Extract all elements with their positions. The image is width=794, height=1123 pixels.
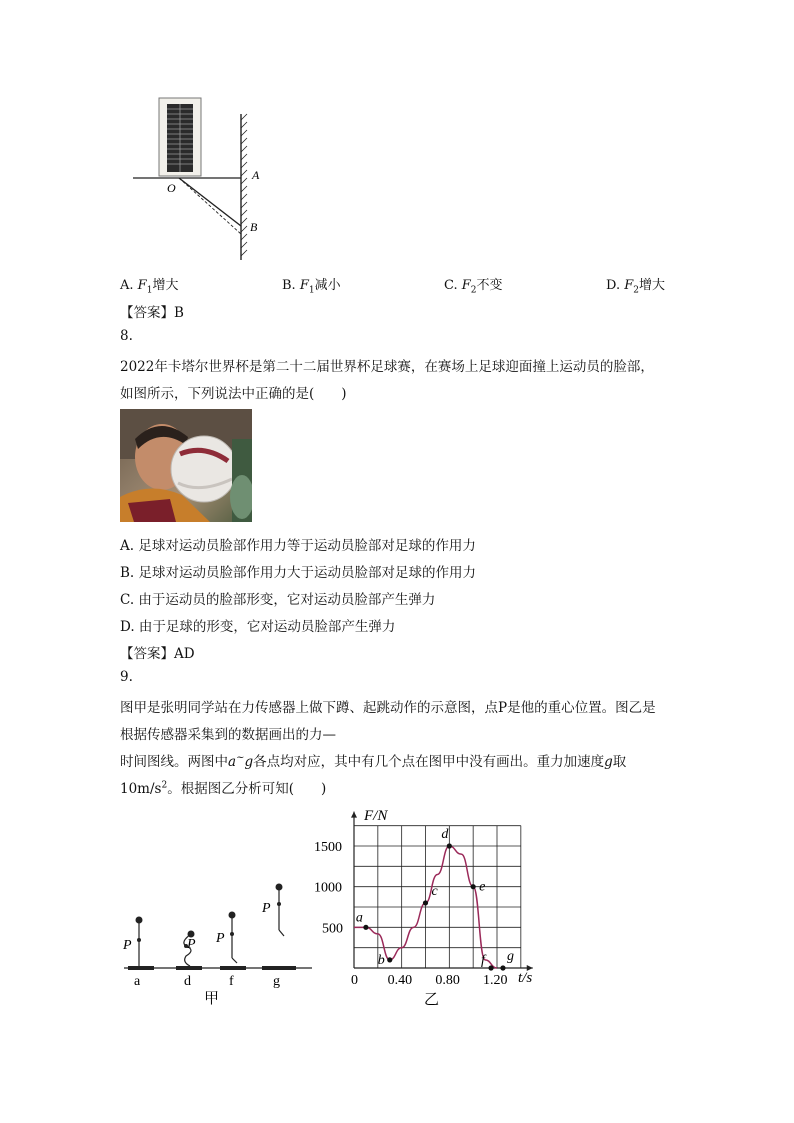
- q9-stem-line3: 时间图线。两图中a~g各点均对应，其中有几个点在图甲中没有画出。重力加速度g取: [120, 752, 627, 770]
- chart-points: [356, 827, 514, 971]
- q7-option-b[interactable]: B. $F_1$减小: [282, 278, 341, 296]
- q7-option-d[interactable]: D. $F_2$增大: [606, 278, 666, 296]
- p-label-a: P: [123, 938, 132, 953]
- q8-option-c[interactable]: C. 由于运动员的脸部形变，它对运动员脸部产生弹力: [120, 592, 436, 608]
- x-axis-label: t/s: [518, 970, 533, 986]
- q7-option-a[interactable]: A. $F_1$增大: [120, 278, 179, 296]
- point-label-a: a: [355, 910, 363, 926]
- point-label-c: c: [431, 883, 438, 899]
- y-tick-label: 1000: [314, 880, 342, 896]
- q8-stem-line1: 2022年卡塔尔世界杯是第二十二届世界杯足球赛，在赛场上足球迎面撞上运动员的脸部，: [120, 359, 654, 375]
- x-tick-label: 0.40: [387, 973, 413, 988]
- q9-number: 9.: [120, 669, 133, 685]
- q8-option-b[interactable]: B. 足球对运动员脸部作用力大于运动员脸部对足球的作用力: [120, 565, 477, 581]
- q7-answer: 【答案】B: [120, 305, 184, 321]
- q9-stem-line4: $10m/s^2$。根据图乙分析可知( ): [120, 780, 327, 797]
- y-axis-label: F/N: [364, 808, 388, 824]
- label-b: B: [250, 220, 258, 234]
- point-b: [387, 957, 392, 962]
- point-e: [471, 884, 476, 889]
- pose-label-g: g: [273, 974, 280, 989]
- x-tick-label: 1.20: [483, 973, 508, 988]
- pose-label-f: f: [229, 974, 234, 989]
- p-label-d: P: [187, 937, 196, 952]
- q8-answer: 【答案】AD: [120, 646, 195, 662]
- point-d: [447, 843, 452, 848]
- x-tick-label: 0: [351, 973, 358, 988]
- q8-option-d[interactable]: D. 由于足球的形变，它对运动员脸部产生弹力: [120, 619, 396, 635]
- p-label-g: P: [262, 901, 271, 916]
- figure-jia: [120, 870, 315, 1010]
- caption-jia: 甲: [204, 991, 220, 1007]
- q7-option-c[interactable]: C. $F_2$不变: [444, 278, 503, 296]
- y-axis-arrow: [351, 812, 357, 818]
- force-time-chart: [312, 800, 542, 1012]
- x-tick-label: 0.80: [435, 973, 460, 988]
- point-f: [488, 965, 493, 970]
- q8-number: 8.: [120, 328, 133, 344]
- q8-stem-line2: 如图所示，下列说法中正确的是( ): [120, 386, 347, 402]
- caption-yi: 乙: [424, 992, 440, 1008]
- pose-d: [176, 931, 202, 971]
- point-label-g: g: [506, 949, 514, 964]
- p-label-f: P: [216, 931, 225, 946]
- y-tick-label: 500: [322, 921, 343, 937]
- point-a: [363, 925, 368, 930]
- point-label-f: f: [481, 953, 485, 968]
- pose-a: [122, 917, 154, 971]
- q7-figure: [125, 92, 275, 267]
- air-conditioner-icon: [159, 98, 201, 176]
- label-o: O: [167, 181, 176, 195]
- q9-stem-line1: 图甲是张明同学站在力传感器上做下蹲、起跳动作的示意图，点P是他的重心位置。图乙是: [120, 700, 656, 716]
- point-label-e: e: [479, 879, 486, 895]
- point-label-d: d: [441, 827, 449, 842]
- football-face-photo: [120, 409, 252, 522]
- pose-g: [261, 884, 296, 971]
- pose-label-d: d: [184, 974, 191, 989]
- pose-f: [215, 912, 246, 971]
- pose-label-a: a: [134, 974, 141, 989]
- point-label-b: b: [377, 952, 385, 968]
- q9-stem-line2: 根据传感器采集到的数据画出的力—: [120, 727, 336, 743]
- y-tick-label: 1500: [314, 840, 342, 855]
- point-c: [423, 900, 428, 905]
- label-a: A: [252, 168, 260, 182]
- q8-option-a[interactable]: A. 足球对运动员脸部作用力等于运动员脸部对足球的作用力: [120, 538, 476, 554]
- point-g: [500, 965, 505, 970]
